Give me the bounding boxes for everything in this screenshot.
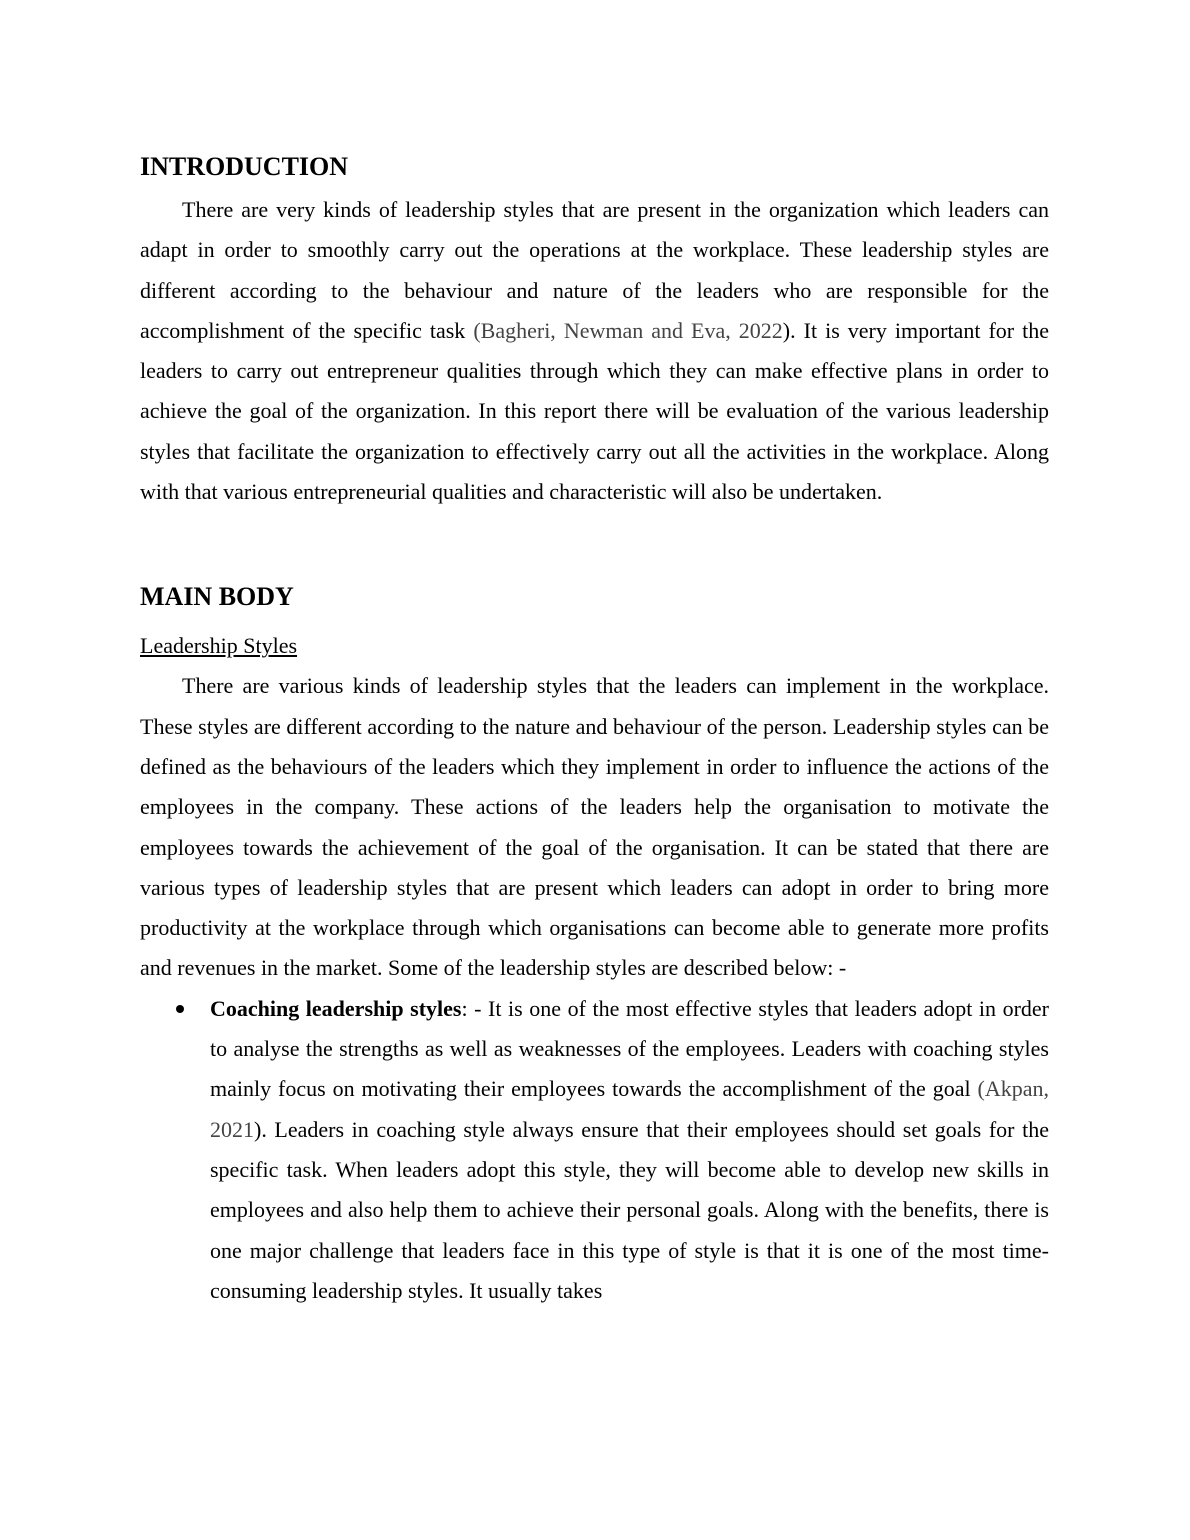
introduction-heading: INTRODUCTION [140,152,349,181]
page-content [140,148,1049,1311]
bullet-term: Coaching leadership styles [210,995,462,1021]
bullet-text-part1: : - It is one of the most effective styles that leaders adopt in order to analyse the strengths as well as weaknesses of the employees. Leaders with coaching styles mainly focus on motivating their employees towards the accomplishment of the goal [210,995,1049,1102]
introduction-text-part2: ). It is very important for the leaders to carry out entrepreneur qualities through which they can make effective plans in order to achieve the goal of the organization. In this report there will be evaluation of the various leadership styles that facilitate the organization to effectively carry out all the activities in the workplace. Along with that various entrepreneurial qualities and characteristic will also be undertaken. [140,317,1049,505]
leadership-styles-paragraph: There are various kinds of leadership styles that the leaders can implement in the workplace. These styles are different according to the nature and behaviour of the person. Leadership styles can be defined as the behaviours of the leaders which they implement in order to influence the actions of the employees in the company. These actions of the leaders help the organisation to motivate the employees towards the achievement of the goal of the organisation. It can be stated that there are various types of leadership styles that are present which leaders can adopt in order to bring more productivity at the workplace through which organisations can become able to generate more profits and revenues in the market. Some of the leadership styles are described below: - [140,673,1049,981]
bullet-citation: (Akpan, 2021 [210,1076,1049,1142]
bullet-text-part2: ). Leaders in coaching style always ensure that their employees should set goals for the specific task. When leaders adopt this style, they will become able to develop new skills in employees and also help them to achieve their personal goals. Along with the benefits, there is one major challenge that leaders face in this type of style is that it is one of the most time-consuming leadership styles. It usually takes [210,1116,1049,1303]
introduction-citation: (Bagheri, Newman and Eva, 2022 [473,317,783,343]
main-body-heading: MAIN BODY [140,582,294,612]
leadership-styles-subheading: Leadership Styles [140,633,298,659]
leadership-styles-list [140,989,1049,1311]
list-item [140,989,1049,1311]
introduction-paragraph [140,190,1049,512]
bullet-icon [176,1005,184,1013]
introduction-text-part1: There are very kinds of leadership styles that are present in the organization which leaders can adapt in order to smoothly carry out the operations at the workplace. These leadership styles are different according to the behaviour and nature of the leaders who are responsible for the accomplishment of the specific task [140,197,1049,343]
